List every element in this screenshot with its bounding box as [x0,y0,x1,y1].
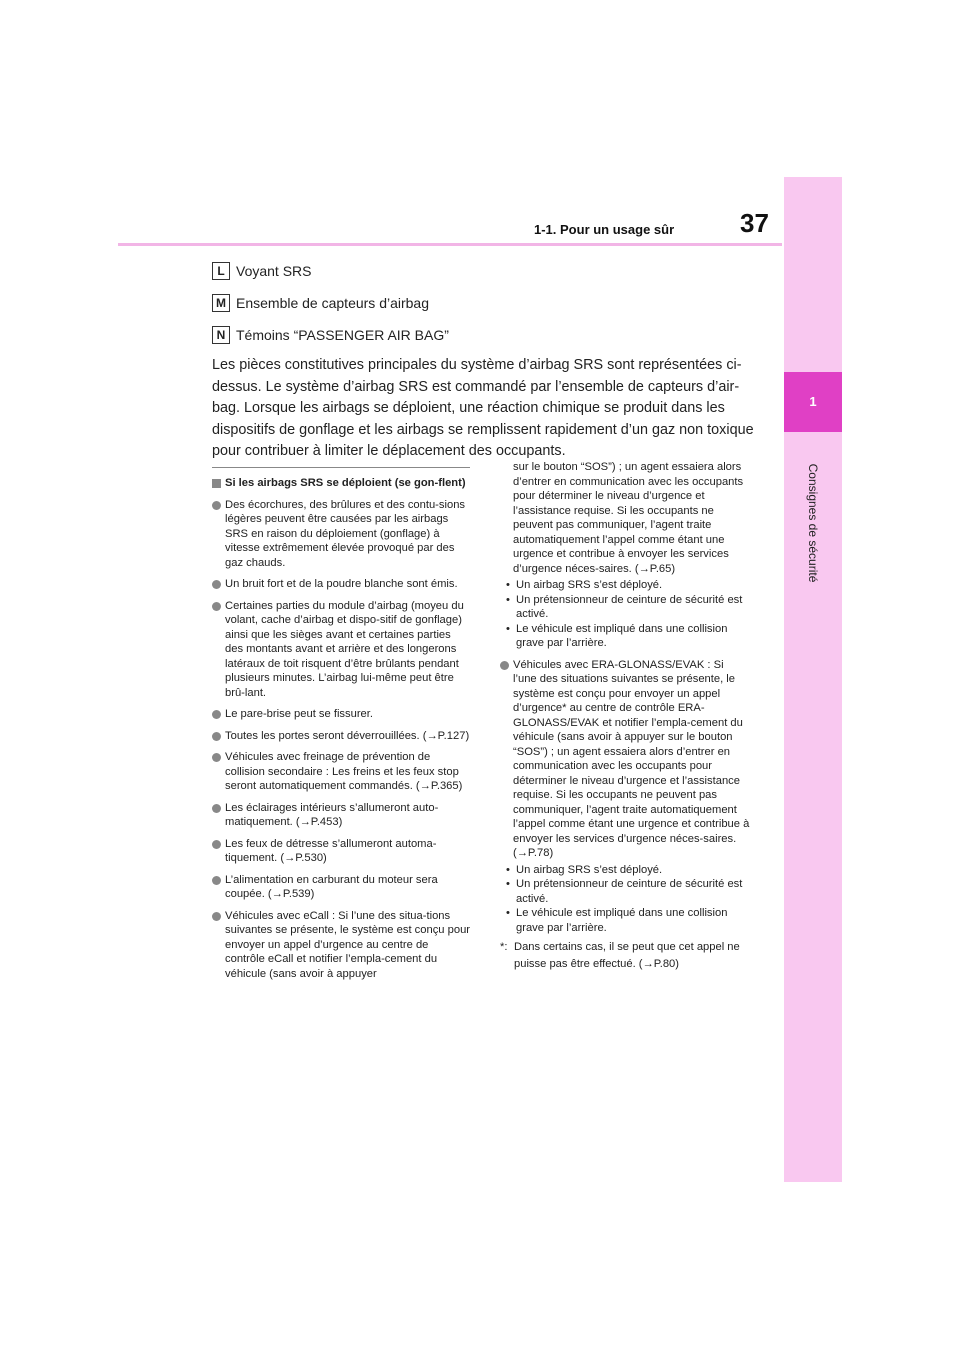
dot-bullet-icon [500,661,509,670]
list-item [500,658,750,861]
sub-list-item: • Un airbag SRS s’est déployé. [506,863,663,876]
dot-bullet-icon [212,602,221,611]
legend-item-n [212,326,449,344]
dot-bullet-icon [212,580,221,589]
chapter-label: Consignes de sécurité [806,463,820,583]
section-heading [212,476,470,491]
list-item [212,801,470,830]
legend-letter-n: N [212,326,230,344]
sub-list-item: • Un airbag SRS s’est déployé. [506,579,663,591]
legend-letter-l: L [212,262,230,280]
chapter-tab[interactable]: 1 [784,372,842,432]
list-item-text: Le pare-brise peut se fissurer. [225,708,373,720]
list-item [212,750,470,794]
sub-list-item-text: Le véhicule est impliqué dans une collision grave par l’arrière. [516,622,728,649]
dot-bullet-icon [212,732,221,741]
list-item-text: Véhicules avec freinage de prévention de collision secondaire : Les freins et les feux stop seront automatiquement commandés. (→P.365) [225,751,463,792]
header-rule [118,243,782,246]
list-item-text: Véhicules avec eCall : Si l’une des situa-tions suivantes se présente, le système est conçu pour envoyer un appel d’urgence au centre de contrôle eCall et notifier l’empla-cement du véhicule (sans avoir à appuyer [225,909,471,980]
sub-list-item: • Un prétensionneur de ceinture de sécurité est activé. [500,877,750,906]
intro-paragraph: Les pièces constitutives principales du système d’airbag SRS sont représentées ci-dessus. Le système d’airbag SRS est commandé par l’ensemble de capteurs d’air-bag. Lorsque les airbags se déploient, une réaction chimique se produit dans les dispositifs de gonflage et les airbags se remplissent rapidement d’un gaz non toxique pour contribuer à limiter le déplacement des occupants. [212,357,754,460]
list-item [212,837,470,866]
dot-bullet-icon [212,912,221,921]
footnote [500,939,750,973]
column-rule [212,467,470,468]
list-item [212,599,470,701]
list-item [212,498,470,571]
list-item-text: L’alimentation en carburant du moteur sera coupée. (→P.539) [225,873,438,900]
right-column [500,460,750,973]
legend-text-n: Témoins “PASSENGER AIR BAG” [236,327,449,343]
sub-list-item: • Le véhicule est impliqué dans une collision grave par l’arrière. [500,906,750,935]
sub-list-item-text: Le véhicule est impliqué dans une collision grave par l’arrière. [516,907,728,934]
square-bullet-icon [212,479,221,488]
legend-item-l [212,262,312,280]
chapter-label-container [778,438,848,608]
list-item [212,873,470,902]
list-item-text: Véhicules avec ERA-GLONASS/EVAK : Si l’une des situations suivantes se présente, le système est conçu pour envoyer un appel d’urgence* au centre de contrôle ERA-GLONASS/EVAK et notifier l’empla-cement du véhicule (sans avoir à appuyer sur le bouton “SOS”) ; un agent essaiera alors d’entrer en communication avec les occupants pour déterminer le niveau d’urgence et l’assistance requise. Si les occupants ne peuvent pas communiquer, l’agent traite automatiquement l’appel comme étant une urgence et contribue à envoyer les services d’urgence néces-saires. (→P.78) [513,658,750,859]
legend-text-m: Ensemble de capteurs d’airbag [236,295,430,311]
sub-list-item: • Le véhicule est impliqué dans une collision grave par l’arrière. [500,622,750,651]
legend-item-m [212,294,429,312]
legend-letter-m: M [212,294,230,312]
page-number: 37 [740,208,769,238]
dot-bullet-icon [212,501,221,510]
list-item [212,729,470,744]
sub-list-item-text: Un prétensionneur de ceinture de sécurité est activé. [516,593,743,620]
dot-bullet-icon [212,753,221,762]
list-item-text: Les éclairages intérieurs s’allumeront auto-matiquement. (→P.453) [225,801,439,828]
dot-bullet-icon [212,710,221,719]
left-column [212,467,470,988]
list-item-text: Les feux de détresse s’allumeront automa-tiquement. (→P.530) [225,837,437,864]
list-item [212,577,470,592]
dot-bullet-icon [212,876,221,885]
list-item-text: Des écorchures, des brûlures et des contu-sions légères peuvent être causées par les airbags SRS en raison du déploiement (gonflage) à vitesse extrêmement élevée provoqué par des gaz chauds. [225,498,466,569]
dot-bullet-icon [212,804,221,813]
list-item [212,909,470,982]
footnote-text: Dans certains cas, il se peut que cet appel ne puisse pas être effectué. (→P.80) [514,941,740,970]
list-item [212,707,470,722]
sub-list-item: • Un prétensionneur de ceinture de sécurité est activé. [500,593,750,622]
list-item-text: Un bruit fort et de la poudre blanche sont émis. [225,578,458,590]
footnote-mark: *: [500,941,508,953]
legend-text-l: Voyant SRS [236,263,312,279]
chapter-side-band [784,177,842,1182]
section-title: 1-1. Pour un usage sûr [534,222,675,237]
list-item-text: Certaines parties du module d’airbag (moyeu du volant, cache d’airbag et dispo-sitif de gonflage) ainsi que les sièges avant et certaines parties des montants avant et arrière et des longerons latéraux de toit risquent d’être brûlants pendant plusieurs minutes. L’airbag lui-même peut être brû-lant. [225,599,464,699]
dot-bullet-icon [212,840,221,849]
continuation-text: sur le bouton “SOS”) ; un agent essaiera alors d’entrer en communication avec les occupants pour déterminer le niveau d’urgence et l’assistance requise. Si les occupants ne peuvent pas communiquer, l’agent traite automatiquement l’appel comme étant une urgence et contribue à envoyer les services d’urgence néces-saires. (→P.65) [513,461,744,575]
sub-list-item-text: Un prétensionneur de ceinture de sécurité est activé. [516,878,743,905]
sub-list-item-text: Un airbag SRS s’est déployé. [516,863,663,876]
section-heading-text: Si les airbags SRS se déploient (se gon-flent) [225,477,466,489]
sub-list-item-text: Un airbag SRS s’est déployé. [516,579,663,591]
list-item-text: Toutes les portes seront déverrouillées. (→P.127) [225,729,470,742]
